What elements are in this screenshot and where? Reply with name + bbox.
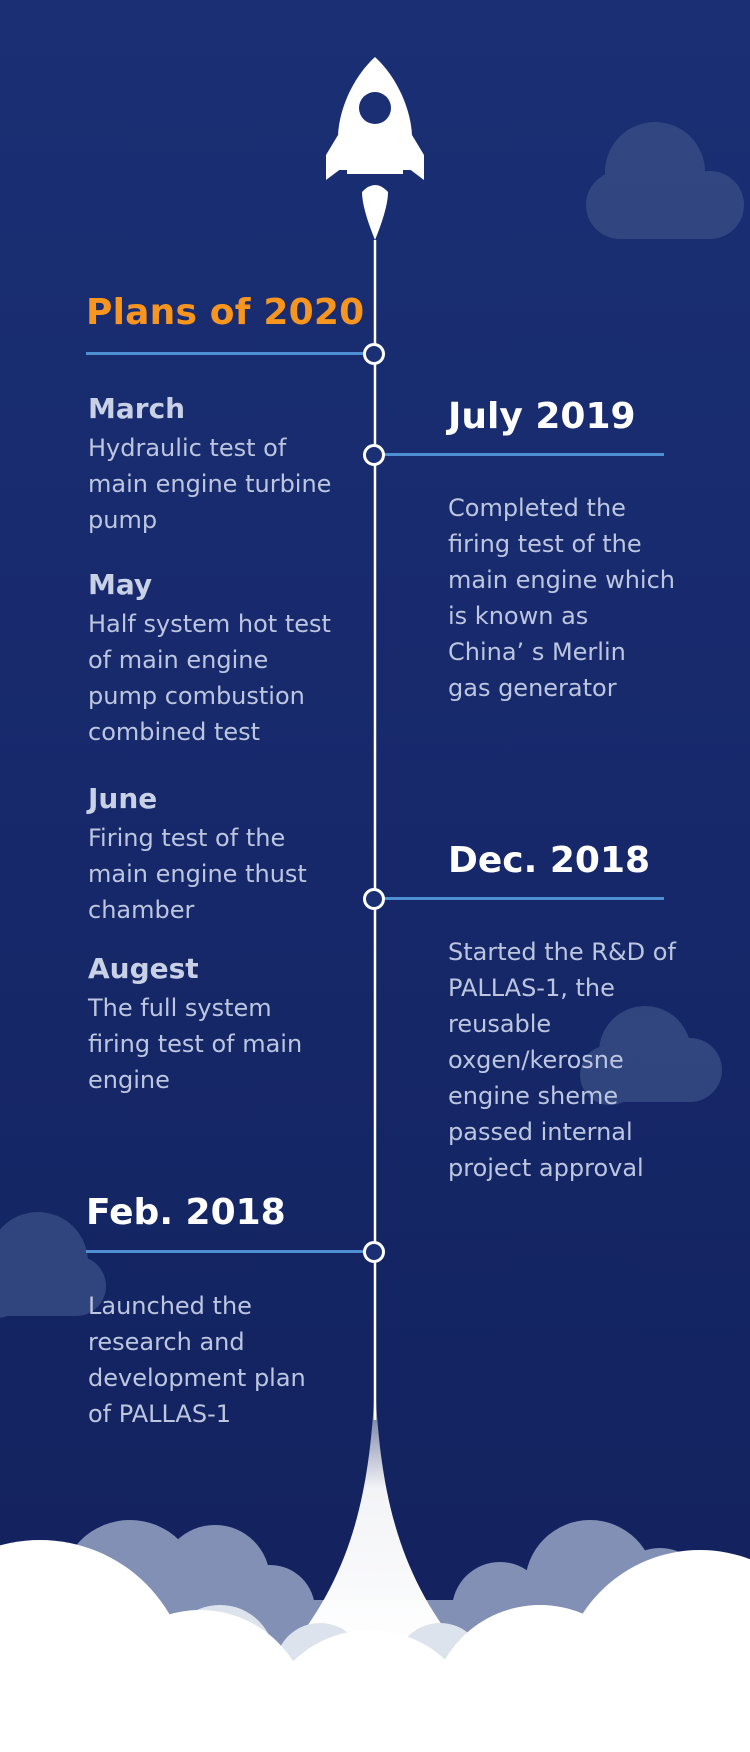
milestone-rule — [382, 897, 664, 900]
timeline-node — [363, 888, 385, 910]
milestone-rule — [86, 1250, 368, 1253]
milestone-text: Launched the research and development plan of PALLAS-1 — [88, 1292, 306, 1428]
timeline-node — [363, 444, 385, 466]
plan-text: Firing test of the main engine thust chamber — [88, 824, 307, 924]
milestone-text: Completed the firing test of the main engine which is known as China’ s Merlin gas generator — [448, 494, 675, 702]
plans-title: Plans of 2020 — [86, 292, 365, 333]
plan-month: May — [88, 568, 153, 601]
plan-month: March — [88, 392, 186, 425]
timeline-node — [363, 1241, 385, 1263]
plan-month: Augest — [88, 952, 199, 985]
milestone-date: Feb. 2018 — [86, 1192, 286, 1233]
plans-rule — [86, 352, 368, 355]
milestone-text: Started the R&D of PALLAS-1, the reusable oxgen/kerosne engine sheme passed internal project approval — [448, 938, 676, 1182]
timeline-node — [363, 343, 385, 365]
plan-text: The full system firing test of main engine — [88, 994, 303, 1094]
milestone-date: July 2019 — [448, 396, 636, 437]
rocket-icon — [326, 57, 424, 240]
cloud-icon — [586, 122, 744, 239]
plan-month: June — [88, 782, 158, 815]
milestone-rule — [382, 453, 664, 456]
milestone-date: Dec. 2018 — [448, 840, 651, 881]
plan-text: Half system hot test of main engine pump combustion combined test — [88, 610, 331, 746]
plan-text: Hydraulic test of main engine turbine pump — [88, 434, 332, 534]
